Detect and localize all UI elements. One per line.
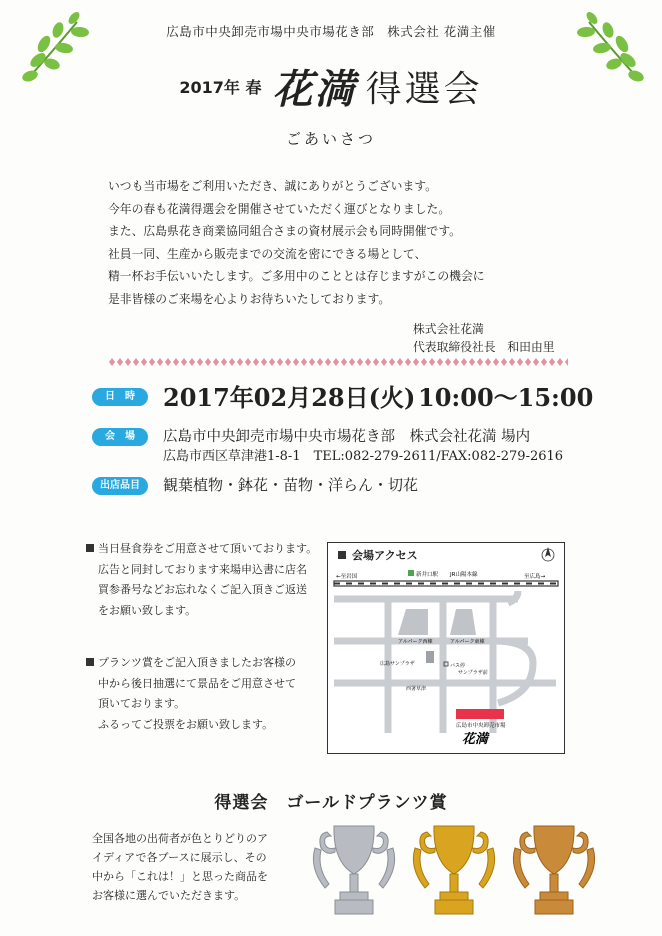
exhibit-items: 観葉植物・鉢花・苗物・洋らん・切花 [163, 476, 419, 494]
greeting-line: 社員一同、生産から販売までの交流を密にできる場として、 [108, 246, 427, 261]
award-line: 全国各地の出荷者が色とりどりのア [92, 832, 268, 845]
note-award [86, 653, 296, 735]
map-brand: 花満 [462, 732, 489, 747]
bullet-square-icon [86, 658, 94, 666]
award-line: お客様に選んでいただきます。 [92, 889, 246, 902]
organizer-line: 広島市中央卸売市場中央市場花き部 株式会社 花満主催 [166, 24, 496, 39]
event-time: 10:00〜15:00 [418, 383, 594, 412]
title-brand-logo: 花満 [272, 66, 357, 113]
note-line: 広告と同封しております来場申込書に店名 [98, 562, 307, 576]
items-label: 出店品目 [92, 477, 148, 495]
north-arrow-icon [545, 547, 551, 557]
svg-text:広島市中央卸売市場: 広島市中央卸売市場 [456, 723, 506, 729]
note-line: ふるってご投票をお願い致します。 [98, 717, 274, 731]
signer-company: 株式会社花満 [413, 322, 484, 336]
access-map [327, 542, 565, 754]
svg-text:サンプラザ前: サンプラザ前 [458, 670, 488, 676]
note-line: 頂いております。 [98, 697, 186, 710]
greeting-body [108, 175, 485, 310]
venue-line-1: 広島市中央卸売市場中央市場花き部 株式会社花満 場内 [163, 429, 531, 445]
greeting-line: また、広島県花き商業協同組合さまの資材展示会も同時開催です。 [108, 224, 461, 238]
award-description [92, 829, 268, 905]
greeting-line: 精一杯お手伝いいたします。ご多用中のこととは存じますがこの機会に [108, 269, 485, 283]
note-lunch [86, 539, 317, 621]
diamond-divider [108, 357, 568, 367]
svg-text:アルパーク東棟: アルパーク東棟 [450, 639, 485, 645]
venue-label: 会 場 [92, 428, 148, 446]
greeting-line: いつも当市場をご利用いただき、誠にありがとうございます。 [108, 179, 437, 193]
silver-trophy-icon [307, 818, 401, 926]
svg-text:←至岩国: ←至岩国 [336, 574, 358, 580]
building-west [398, 609, 428, 635]
note-line: 当日昼食券をご用意させて頂いております。 [98, 542, 318, 555]
svg-text:至広島→: 至広島→ [524, 574, 546, 580]
svg-text:広島サンプラザ: 広島サンプラザ [380, 661, 415, 667]
bronze-trophy-icon [507, 818, 601, 926]
title-event-name: 得選会 [365, 69, 483, 110]
access-map-drawing [328, 543, 564, 753]
greeting-line: 今年の春も花満得選会を開催させていただく運びとなりました。 [108, 201, 451, 216]
event-date: 2017年02月28日(火) [163, 383, 416, 412]
svg-text:アルパーク西棟: アルパーク西棟 [398, 639, 433, 645]
award-heading: 得選会 ゴールドプランツ賞 [214, 793, 448, 813]
note-line: をお願い致します。 [98, 603, 197, 617]
title-year-season: 2017年 春 [179, 78, 262, 97]
greeting-heading: ごあいさつ [285, 130, 376, 148]
greeting-line: 是非皆様のご来場を心よりお待ちいたしております。 [108, 291, 391, 306]
market-marker [456, 709, 504, 719]
svg-text:バス停: バス停 [450, 663, 466, 669]
svg-text:JR山陽本線: JR山陽本線 [450, 572, 478, 578]
svg-text:新井口駅: 新井口駅 [416, 572, 439, 578]
map-title: 会場アクセス [352, 549, 418, 562]
award-line: 中から「これは！」と思った商品を [92, 870, 268, 883]
building-east [450, 609, 476, 635]
page-title [0, 58, 662, 115]
venue-line-2: 広島市西区草津港1-8-1 TEL:082-279-2611/FAX:082-279-2616 [163, 449, 564, 464]
award-line: イディアで各ブースに展示し、その [92, 851, 267, 864]
gold-trophy-icon [407, 818, 501, 926]
note-line: 中から後日抽選にて景品をご用意させて [98, 676, 296, 690]
svg-text:西署草津: 西署草津 [406, 686, 427, 692]
date-label: 日 時 [92, 388, 148, 406]
bullet-square-icon [86, 544, 94, 552]
note-line: 買参番号などお忘れなくご記入頂きご返送 [98, 583, 307, 596]
signer-president: 代表取締役社長 和田由里 [413, 340, 555, 354]
note-line: プランツ賞をご記入頂きましたお客様の [98, 656, 296, 669]
